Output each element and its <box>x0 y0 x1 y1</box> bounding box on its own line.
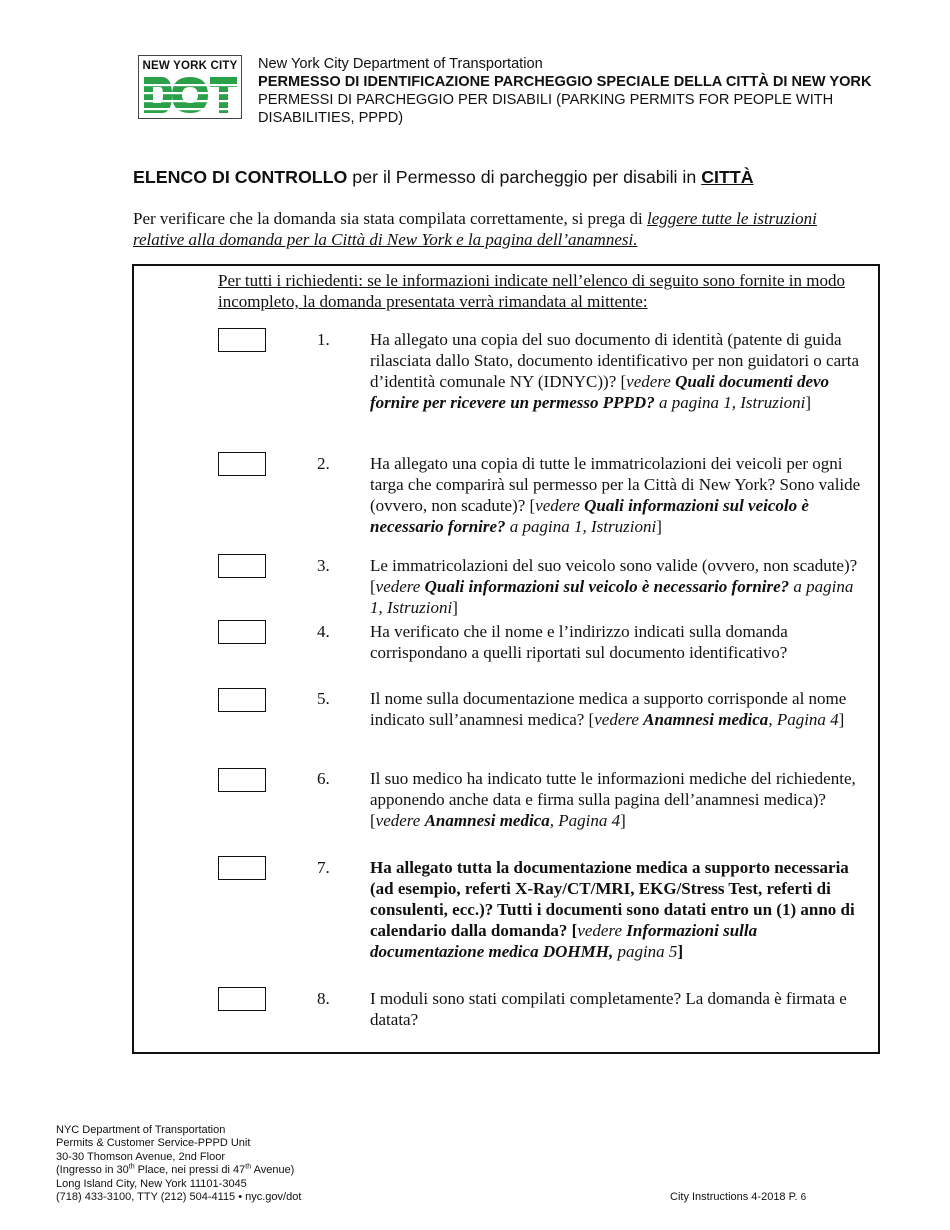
intro-plain: Per verificare che la domanda sia stata compilata correttamente, si prega di <box>133 209 648 228</box>
item-question: Ha allegato una copia del suo documento di identità (patente di guida rilasciata dallo Stato, documento identificativo per non guidatori o carta d’identità comunale NY (IDNYC))? [ <box>370 330 860 391</box>
item-ref-bold: Anamnesi medica <box>643 710 769 729</box>
department-name: New York City Department of Transportation <box>258 56 543 72</box>
item-ref-post: , Pagina 4 <box>549 811 621 830</box>
item-number: 2. <box>317 454 330 473</box>
item-number: 4. <box>317 622 330 641</box>
checkbox-item-8[interactable] <box>218 987 266 1011</box>
item-ref-bold: Anamnesi medica <box>424 811 550 830</box>
item-question: Ha verificato che il nome e l’indirizzo indicati sulla domanda corrispondano a quelli riportati sul documento identificativo? <box>370 622 788 662</box>
page-title <box>133 166 754 188</box>
item-ref-bold: Informazioni sulla documentazione medica DOHMH, <box>370 921 758 961</box>
item-question: Le immatricolazioni del suo veicolo sono valide (ovvero, non scadute)? [ <box>370 556 858 596</box>
item-ref-close: ] <box>656 517 662 536</box>
item-ref-post: pagina 5 <box>613 942 678 961</box>
footer-line-4b: Place, nei pressi di 47 <box>134 1164 246 1177</box>
page-number <box>670 1191 806 1204</box>
footer-sup-1: th <box>128 1163 135 1171</box>
item-ref-bold: Quali documenti devo fornire per ricevere un permesso PPPD? <box>370 372 830 412</box>
item-ref-bold: Quali informazioni sul veicolo è necessario fornire? <box>424 577 790 596</box>
footer-line-4c: Avenue) <box>251 1164 295 1177</box>
checkbox-item-1[interactable] <box>218 328 266 352</box>
document-header <box>258 55 898 127</box>
item-ref-post: a pagina 1, Istruzioni <box>654 393 806 412</box>
checkbox-item-3[interactable] <box>218 554 266 578</box>
item-ref-close: ] <box>452 598 458 617</box>
item-ref-pre: vedere <box>375 577 425 596</box>
item-number: 1. <box>317 330 330 349</box>
item-text <box>370 555 865 618</box>
item-ref-pre: vedere <box>375 811 425 830</box>
item-text <box>370 621 865 663</box>
footer-line-4 <box>56 1164 301 1177</box>
nyc-dot-logo <box>138 55 242 119</box>
item-number: 6. <box>317 769 330 788</box>
item-ref-pre: vedere <box>535 496 585 515</box>
footer-line-1: NYC Department of Transportation <box>56 1124 226 1136</box>
item-text <box>370 453 865 537</box>
checkbox-item-2[interactable] <box>218 452 266 476</box>
footer-address <box>56 1124 301 1204</box>
item-text <box>370 857 865 962</box>
item-question: I moduli sono stati compilati completamente? La domanda è firmata e datata? <box>370 989 847 1029</box>
item-ref-close: ] <box>620 811 626 830</box>
item-question: Il suo medico ha indicato tutte le informazioni mediche del richiedente, apponendo anche data e firma sulla pagina dell’anamnesi medica)? [ <box>370 769 856 830</box>
item-ref-bold: Quali informazioni sul veicolo è necessario fornire? <box>370 496 809 536</box>
footer-line-6: (718) 433-3100, TTY (212) 504-4115 • nyc.gov/dot <box>56 1191 302 1204</box>
item-ref-post: , Pagina 4 <box>768 710 839 729</box>
item-ref-pre: vedere <box>594 710 644 729</box>
intro-instructions-link: leggere tutte le istruzioni relative alla domanda per la Città di New York e la pagina dell’anamnesi. <box>133 209 817 249</box>
item-number: 5. <box>317 689 330 708</box>
title-bold: ELENCO DI CONTROLLO <box>133 167 348 187</box>
checkbox-item-6[interactable] <box>218 768 266 792</box>
item-ref-post: a pagina 1, Istruzioni <box>505 517 657 536</box>
footer-line-3: 30-30 Thomson Avenue, 2nd Floor <box>56 1150 225 1163</box>
dot-logo-mark <box>142 75 238 115</box>
item-question: Ha allegato tutta la documentazione medica a supporto necessaria (ad esempio, referti X-Ray/CT/MRI, EKG/Stress Test, referti di consulenti, ecc.)? Tutti i documenti sono datati entro un (1) anno di calendario dalla domanda? [ <box>370 858 855 940</box>
item-ref-close: ] <box>677 942 684 961</box>
footer-sup-2: th <box>245 1163 252 1171</box>
item-text <box>370 768 865 831</box>
footer-line-4a: (Ingresso in 30 <box>56 1164 129 1177</box>
checkbox-item-4[interactable] <box>218 620 266 644</box>
item-text <box>370 688 865 730</box>
intro-paragraph <box>133 208 833 250</box>
checklist-lead: Per tutti i richiedenti: se le informazioni indicate nell’elenco di seguito sono fornite in modo incompleto, la domanda presentata verrà rimandata al mittente: <box>218 271 845 311</box>
item-number: 8. <box>317 989 330 1008</box>
title-rest: per il Permesso di parcheggio per disabili in <box>347 167 702 187</box>
item-ref-post: a pagina 1, Istruzioni <box>370 577 854 617</box>
footer-line-2: Permits & Customer Service-PPPD Unit <box>56 1137 251 1150</box>
logo-top-text: NEW YORK CITY <box>142 60 238 72</box>
item-ref-close: ] <box>838 710 845 729</box>
permit-title: PERMESSO DI IDENTIFICAZIONE PARCHEGGIO SPECIALE DELLA CITTÀ DI NEW YORK <box>258 74 872 90</box>
checkbox-item-5[interactable] <box>218 688 266 712</box>
page-num: 6 <box>800 1192 807 1203</box>
title-city: CITTÀ <box>701 167 754 187</box>
item-text <box>370 329 865 413</box>
permit-subtitle: PERMESSI DI PARCHEGGIO PER DISABILI (PARKING PERMITS FOR PEOPLE WITH DISABILITIES, PPPD) <box>258 92 834 126</box>
item-ref-pre: vedere <box>577 921 627 940</box>
item-ref-pre: vedere <box>626 372 676 391</box>
checkbox-item-7[interactable] <box>218 856 266 880</box>
footer-line-5: Long Island City, New York 11101-3045 <box>56 1177 247 1190</box>
item-number: 7. <box>317 858 330 877</box>
item-ref-close: ] <box>805 393 812 412</box>
item-number: 3. <box>317 556 330 575</box>
item-question: Ha allegato una copia di tutte le immatricolazioni dei veicoli per ogni targa che comparirà sul permesso per la Città di New York? Sono valide (ovvero, non scadute)? [ <box>370 454 861 515</box>
page-label: City Instructions 4-2018 P. <box>670 1191 801 1203</box>
item-question: Il nome sulla documentazione medica a supporto corrisponde al nome indicato sull’anamnesi medica? [ <box>370 689 847 729</box>
item-text <box>370 988 865 1030</box>
